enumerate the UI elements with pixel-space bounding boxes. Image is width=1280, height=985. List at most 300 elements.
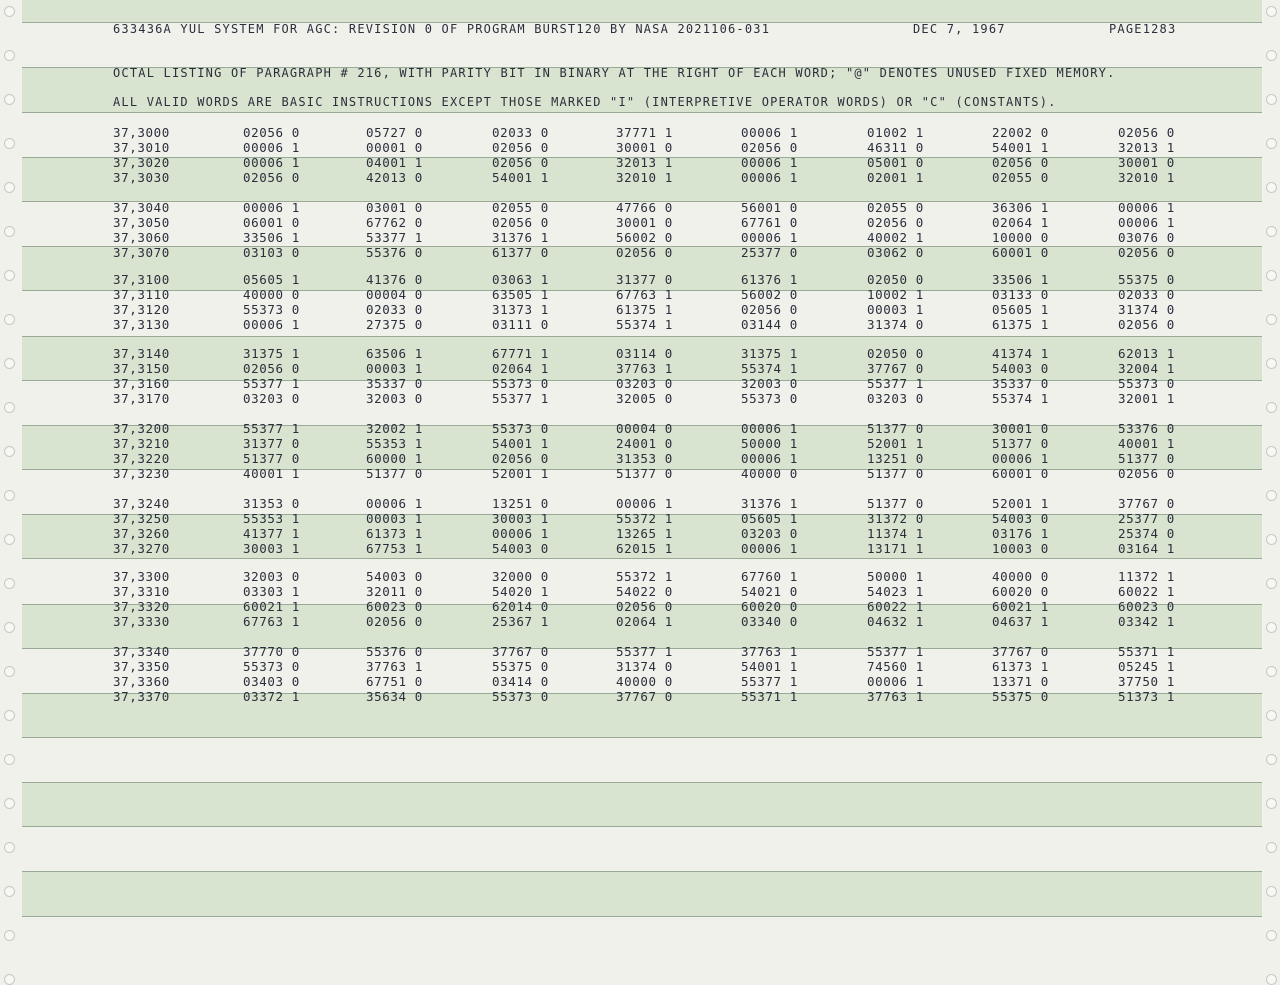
octal-word: 30001 0 — [992, 421, 1049, 436]
octal-word: 40000 0 — [741, 466, 798, 481]
feed-hole — [1266, 886, 1277, 897]
octal-word: 02056 0 — [492, 451, 549, 466]
octal-address: 37,3020 — [113, 155, 170, 170]
octal-word: 03063 1 — [492, 272, 549, 287]
octal-word: 02064 1 — [992, 215, 1049, 230]
octal-word: 53376 0 — [1118, 421, 1175, 436]
octal-word: 03303 1 — [243, 584, 300, 599]
octal-word: 02056 0 — [616, 599, 673, 614]
feed-hole — [4, 446, 15, 457]
octal-word: 05727 0 — [366, 125, 423, 140]
feed-hole — [1266, 622, 1277, 633]
ruling-line — [22, 336, 1262, 337]
octal-word: 25377 0 — [741, 245, 798, 260]
octal-word: 40002 1 — [867, 230, 924, 245]
octal-address: 37,3060 — [113, 230, 170, 245]
octal-word: 36306 1 — [992, 200, 1049, 215]
octal-word: 51377 0 — [992, 436, 1049, 451]
octal-word: 10000 0 — [992, 230, 1049, 245]
octal-address: 37,3300 — [113, 569, 170, 584]
octal-word: 02055 0 — [492, 200, 549, 215]
octal-word: 00004 0 — [366, 287, 423, 302]
octal-word: 00006 1 — [741, 451, 798, 466]
octal-address: 37,3220 — [113, 451, 170, 466]
octal-word: 02056 0 — [741, 302, 798, 317]
feed-hole — [4, 754, 15, 765]
octal-word: 03111 0 — [492, 317, 549, 332]
feed-hole — [1266, 842, 1277, 853]
octal-word: 42013 0 — [366, 170, 423, 185]
octal-word: 02056 0 — [992, 155, 1049, 170]
octal-word: 00003 1 — [867, 302, 924, 317]
octal-word: 50000 1 — [867, 569, 924, 584]
octal-word: 31377 0 — [616, 272, 673, 287]
octal-word: 60021 1 — [992, 599, 1049, 614]
octal-word: 60001 0 — [992, 466, 1049, 481]
feed-hole — [1266, 798, 1277, 809]
ruling-line — [22, 112, 1262, 113]
octal-word: 40000 0 — [992, 569, 1049, 584]
octal-word: 60023 0 — [1118, 599, 1175, 614]
octal-word: 02055 0 — [992, 170, 1049, 185]
octal-word: 04637 1 — [992, 614, 1049, 629]
octal-word: 32002 1 — [366, 421, 423, 436]
feed-hole — [4, 402, 15, 413]
octal-word: 33506 1 — [992, 272, 1049, 287]
octal-word: 61377 0 — [492, 245, 549, 260]
octal-word: 25377 0 — [1118, 511, 1175, 526]
octal-word: 30001 0 — [1118, 155, 1175, 170]
octal-word: 05605 1 — [992, 302, 1049, 317]
octal-word: 60020 0 — [741, 599, 798, 614]
feed-hole — [4, 974, 15, 985]
octal-word: 55377 1 — [492, 391, 549, 406]
octal-word: 30003 1 — [243, 541, 300, 556]
octal-word: 32004 1 — [1118, 361, 1175, 376]
octal-word: 32003 0 — [741, 376, 798, 391]
octal-word: 00006 1 — [366, 496, 423, 511]
feed-hole — [1266, 754, 1277, 765]
octal-word: 61375 1 — [992, 317, 1049, 332]
octal-address: 37,3360 — [113, 674, 170, 689]
octal-word: 03103 0 — [243, 245, 300, 260]
octal-word: 06001 0 — [243, 215, 300, 230]
octal-word: 61375 1 — [616, 302, 673, 317]
page-number: PAGE1283 — [1109, 22, 1177, 36]
octal-word: 51377 0 — [867, 496, 924, 511]
feed-hole — [4, 94, 15, 105]
octal-word: 55377 1 — [867, 376, 924, 391]
octal-word: 55374 1 — [741, 361, 798, 376]
feed-hole — [1266, 534, 1277, 545]
octal-word: 13265 1 — [616, 526, 673, 541]
octal-word: 51373 1 — [1118, 689, 1175, 704]
octal-address: 37,3010 — [113, 140, 170, 155]
octal-word: 54021 0 — [741, 584, 798, 599]
octal-word: 03076 0 — [1118, 230, 1175, 245]
octal-word: 02050 0 — [867, 346, 924, 361]
octal-word: 55375 0 — [1118, 272, 1175, 287]
octal-word: 24001 0 — [616, 436, 673, 451]
octal-word: 53377 1 — [366, 230, 423, 245]
octal-word: 37767 0 — [1118, 496, 1175, 511]
octal-word: 55373 0 — [741, 391, 798, 406]
tractor-feed-left — [0, 0, 18, 977]
greenbar-band — [22, 871, 1262, 916]
octal-word: 40001 1 — [243, 466, 300, 481]
octal-word: 02055 0 — [867, 200, 924, 215]
octal-word: 55353 1 — [366, 436, 423, 451]
feed-hole — [1266, 226, 1277, 237]
octal-word: 33506 1 — [243, 230, 300, 245]
octal-word: 05245 1 — [1118, 659, 1175, 674]
octal-word: 00006 1 — [243, 140, 300, 155]
octal-word: 54001 1 — [492, 436, 549, 451]
feed-hole — [1266, 138, 1277, 149]
octal-word: 32013 1 — [616, 155, 673, 170]
octal-address: 37,3070 — [113, 245, 170, 260]
octal-word: 51377 0 — [366, 466, 423, 481]
octal-word: 54003 0 — [992, 511, 1049, 526]
octal-word: 00006 1 — [1118, 215, 1175, 230]
octal-word: 55373 0 — [1118, 376, 1175, 391]
octal-word: 03203 0 — [741, 526, 798, 541]
octal-word: 05001 0 — [867, 155, 924, 170]
octal-word: 03203 0 — [243, 391, 300, 406]
octal-address: 37,3250 — [113, 511, 170, 526]
octal-word: 32000 0 — [492, 569, 549, 584]
octal-address: 37,3310 — [113, 584, 170, 599]
octal-word: 00006 1 — [741, 155, 798, 170]
octal-word: 31375 1 — [243, 346, 300, 361]
octal-word: 55373 0 — [492, 689, 549, 704]
octal-word: 55377 1 — [741, 674, 798, 689]
octal-word: 55376 0 — [366, 245, 423, 260]
octal-word: 56002 0 — [616, 230, 673, 245]
feed-hole — [1266, 930, 1277, 941]
octal-word: 55377 1 — [243, 421, 300, 436]
octal-word: 55377 1 — [616, 644, 673, 659]
octal-word: 22002 0 — [992, 125, 1049, 140]
octal-address: 37,3140 — [113, 346, 170, 361]
octal-word: 02056 0 — [366, 614, 423, 629]
octal-word: 00006 1 — [616, 496, 673, 511]
ruling-line — [22, 871, 1262, 872]
octal-word: 00006 1 — [243, 155, 300, 170]
ruling-line — [22, 782, 1262, 783]
octal-address: 37,3370 — [113, 689, 170, 704]
octal-word: 00006 1 — [741, 541, 798, 556]
octal-word: 37763 1 — [366, 659, 423, 674]
listing-title: 633436A YUL SYSTEM FOR AGC: REVISION 0 OF PROGRAM BURST120 BY NASA 2021106-031 — [113, 22, 771, 36]
feed-hole — [1266, 710, 1277, 721]
octal-word: 40000 0 — [616, 674, 673, 689]
listing-legend: ALL VALID WORDS ARE BASIC INSTRUCTIONS EXCEPT THOSE MARKED "I" (INTERPRETIVE OPERATOR WORDS) OR "C" (CONSTANTS). — [113, 95, 1057, 109]
octal-word: 03203 0 — [867, 391, 924, 406]
octal-address: 37,3170 — [113, 391, 170, 406]
octal-address: 37,3000 — [113, 125, 170, 140]
octal-word: 32003 0 — [243, 569, 300, 584]
octal-word: 35634 0 — [366, 689, 423, 704]
octal-word: 25367 1 — [492, 614, 549, 629]
octal-word: 03340 0 — [741, 614, 798, 629]
octal-word: 02056 0 — [1118, 317, 1175, 332]
octal-address: 37,3350 — [113, 659, 170, 674]
octal-address: 37,3150 — [113, 361, 170, 376]
feed-hole — [4, 798, 15, 809]
feed-hole — [4, 886, 15, 897]
octal-word: 55372 1 — [616, 511, 673, 526]
octal-word: 61376 1 — [741, 272, 798, 287]
feed-hole — [1266, 94, 1277, 105]
octal-word: 37763 1 — [616, 361, 673, 376]
octal-word: 40000 0 — [243, 287, 300, 302]
octal-word: 13251 0 — [492, 496, 549, 511]
feed-hole — [1266, 974, 1277, 985]
octal-word: 03176 1 — [992, 526, 1049, 541]
ruling-line — [22, 826, 1262, 827]
octal-word: 04632 1 — [867, 614, 924, 629]
octal-word: 40001 1 — [1118, 436, 1175, 451]
octal-word: 67771 1 — [492, 346, 549, 361]
octal-word: 27375 0 — [366, 317, 423, 332]
octal-word: 37767 0 — [616, 689, 673, 704]
octal-word: 37771 1 — [616, 125, 673, 140]
feed-hole — [4, 314, 15, 325]
octal-word: 32001 1 — [1118, 391, 1175, 406]
octal-word: 03114 0 — [616, 346, 673, 361]
octal-word: 03403 0 — [243, 674, 300, 689]
octal-word: 31353 0 — [243, 496, 300, 511]
octal-word: 67753 1 — [366, 541, 423, 556]
octal-word: 02050 0 — [867, 272, 924, 287]
octal-word: 00006 1 — [243, 200, 300, 215]
feed-hole — [4, 270, 15, 281]
octal-word: 55375 0 — [492, 659, 549, 674]
octal-word: 37770 0 — [243, 644, 300, 659]
octal-word: 35337 0 — [992, 376, 1049, 391]
octal-address: 37,3260 — [113, 526, 170, 541]
octal-word: 32010 1 — [616, 170, 673, 185]
octal-word: 25374 0 — [1118, 526, 1175, 541]
feed-hole — [1266, 270, 1277, 281]
octal-word: 01002 1 — [867, 125, 924, 140]
octal-word: 02056 0 — [492, 215, 549, 230]
octal-word: 02033 0 — [1118, 287, 1175, 302]
octal-word: 60021 1 — [243, 599, 300, 614]
feed-hole — [4, 358, 15, 369]
feed-hole — [1266, 50, 1277, 61]
octal-word: 56002 0 — [741, 287, 798, 302]
octal-word: 54003 0 — [992, 361, 1049, 376]
octal-word: 60022 1 — [867, 599, 924, 614]
octal-word: 54023 1 — [867, 584, 924, 599]
feed-hole — [4, 138, 15, 149]
octal-word: 46311 0 — [867, 140, 924, 155]
octal-word: 60020 0 — [992, 584, 1049, 599]
feed-hole — [1266, 666, 1277, 677]
octal-word: 31375 1 — [741, 346, 798, 361]
octal-word: 51377 0 — [867, 421, 924, 436]
octal-address: 37,3100 — [113, 272, 170, 287]
octal-word: 62013 1 — [1118, 346, 1175, 361]
octal-word: 51377 0 — [1118, 451, 1175, 466]
feed-hole — [4, 182, 15, 193]
octal-word: 02064 1 — [616, 614, 673, 629]
octal-address: 37,3210 — [113, 436, 170, 451]
octal-word: 63506 1 — [366, 346, 423, 361]
feed-hole — [1266, 578, 1277, 589]
octal-word: 60023 0 — [366, 599, 423, 614]
feed-hole — [4, 226, 15, 237]
octal-word: 03414 0 — [492, 674, 549, 689]
octal-word: 02056 0 — [867, 215, 924, 230]
octal-word: 02056 0 — [492, 155, 549, 170]
octal-word: 03372 1 — [243, 689, 300, 704]
octal-word: 35337 0 — [366, 376, 423, 391]
octal-word: 61373 1 — [366, 526, 423, 541]
octal-word: 55377 1 — [243, 376, 300, 391]
octal-address: 37,3230 — [113, 466, 170, 481]
octal-word: 02056 0 — [243, 125, 300, 140]
octal-word: 52001 1 — [492, 466, 549, 481]
octal-word: 37767 0 — [867, 361, 924, 376]
octal-word: 54020 1 — [492, 584, 549, 599]
octal-word: 37750 1 — [1118, 674, 1175, 689]
octal-word: 00006 1 — [243, 317, 300, 332]
octal-word: 55376 0 — [366, 644, 423, 659]
octal-address: 37,3330 — [113, 614, 170, 629]
octal-word: 37767 0 — [992, 644, 1049, 659]
octal-word: 02056 0 — [741, 140, 798, 155]
octal-word: 02056 0 — [1118, 125, 1175, 140]
tractor-feed-right — [1262, 0, 1280, 977]
octal-word: 03133 0 — [992, 287, 1049, 302]
feed-hole — [1266, 182, 1277, 193]
octal-word: 37763 1 — [741, 644, 798, 659]
octal-word: 62014 0 — [492, 599, 549, 614]
octal-word: 55353 1 — [243, 511, 300, 526]
octal-word: 32003 0 — [366, 391, 423, 406]
octal-word: 13171 1 — [867, 541, 924, 556]
octal-word: 32011 0 — [366, 584, 423, 599]
octal-word: 00006 1 — [867, 674, 924, 689]
octal-word: 02033 0 — [366, 302, 423, 317]
octal-word: 60001 0 — [992, 245, 1049, 260]
octal-word: 31374 0 — [867, 317, 924, 332]
octal-word: 62015 1 — [616, 541, 673, 556]
octal-word: 31374 0 — [616, 659, 673, 674]
octal-word: 63505 1 — [492, 287, 549, 302]
octal-word: 47766 0 — [616, 200, 673, 215]
octal-word: 54022 0 — [616, 584, 673, 599]
octal-word: 02056 0 — [492, 140, 549, 155]
octal-word: 03062 0 — [867, 245, 924, 260]
octal-word: 51377 0 — [243, 451, 300, 466]
octal-word: 00006 1 — [992, 451, 1049, 466]
octal-word: 00003 1 — [366, 361, 423, 376]
octal-word: 55377 1 — [867, 644, 924, 659]
octal-word: 52001 1 — [867, 436, 924, 451]
octal-address: 37,3270 — [113, 541, 170, 556]
octal-address: 37,3120 — [113, 302, 170, 317]
octal-word: 61373 1 — [992, 659, 1049, 674]
octal-word: 37767 0 — [492, 644, 549, 659]
octal-word: 03164 1 — [1118, 541, 1175, 556]
octal-word: 41374 1 — [992, 346, 1049, 361]
octal-word: 54001 1 — [492, 170, 549, 185]
octal-word: 11374 1 — [867, 526, 924, 541]
feed-hole — [1266, 402, 1277, 413]
octal-word: 32010 1 — [1118, 170, 1175, 185]
listing-description: OCTAL LISTING OF PARAGRAPH # 216, WITH PARITY BIT IN BINARY AT THE RIGHT OF EACH WORD; "@" DENOTES UNUSED FIXED MEMORY. — [113, 66, 1116, 80]
octal-word: 55374 1 — [992, 391, 1049, 406]
octal-word: 00006 1 — [741, 421, 798, 436]
octal-word: 10002 1 — [867, 287, 924, 302]
octal-word: 02033 0 — [492, 125, 549, 140]
octal-word: 31372 0 — [867, 511, 924, 526]
octal-word: 02056 0 — [243, 361, 300, 376]
feed-hole — [4, 710, 15, 721]
octal-address: 37,3130 — [113, 317, 170, 332]
feed-hole — [4, 842, 15, 853]
octal-word: 50000 1 — [741, 436, 798, 451]
octal-word: 00004 0 — [616, 421, 673, 436]
ruling-line — [22, 916, 1262, 917]
octal-word: 60000 1 — [366, 451, 423, 466]
octal-address: 37,3340 — [113, 644, 170, 659]
octal-word: 55373 0 — [243, 659, 300, 674]
octal-word: 67760 1 — [741, 569, 798, 584]
octal-word: 05605 1 — [741, 511, 798, 526]
octal-word: 30001 0 — [616, 140, 673, 155]
octal-word: 37763 1 — [867, 689, 924, 704]
octal-word: 55375 0 — [992, 689, 1049, 704]
octal-address: 37,3030 — [113, 170, 170, 185]
octal-word: 03203 0 — [616, 376, 673, 391]
octal-word: 02056 0 — [243, 170, 300, 185]
octal-word: 55372 1 — [616, 569, 673, 584]
octal-word: 00006 1 — [741, 230, 798, 245]
octal-word: 32005 0 — [616, 391, 673, 406]
octal-word: 31353 0 — [616, 451, 673, 466]
octal-word: 02056 0 — [1118, 245, 1175, 260]
feed-hole — [4, 534, 15, 545]
octal-word: 31376 1 — [492, 230, 549, 245]
octal-word: 31377 0 — [243, 436, 300, 451]
octal-word: 30003 1 — [492, 511, 549, 526]
feed-hole — [4, 622, 15, 633]
octal-word: 54003 0 — [492, 541, 549, 556]
octal-word: 41377 1 — [243, 526, 300, 541]
octal-word: 02001 1 — [867, 170, 924, 185]
octal-word: 00006 1 — [1118, 200, 1175, 215]
octal-word: 00006 1 — [492, 526, 549, 541]
greenbar-band — [22, 0, 1262, 22]
feed-hole — [1266, 6, 1277, 17]
feed-hole — [1266, 314, 1277, 325]
octal-word: 02056 0 — [1118, 466, 1175, 481]
octal-word: 00006 1 — [741, 170, 798, 185]
feed-hole — [4, 930, 15, 941]
octal-word: 60022 1 — [1118, 584, 1175, 599]
octal-word: 51377 0 — [616, 466, 673, 481]
feed-hole — [4, 666, 15, 677]
feed-hole — [1266, 358, 1277, 369]
feed-hole — [4, 578, 15, 589]
octal-word: 56001 0 — [741, 200, 798, 215]
octal-word: 00001 0 — [366, 140, 423, 155]
